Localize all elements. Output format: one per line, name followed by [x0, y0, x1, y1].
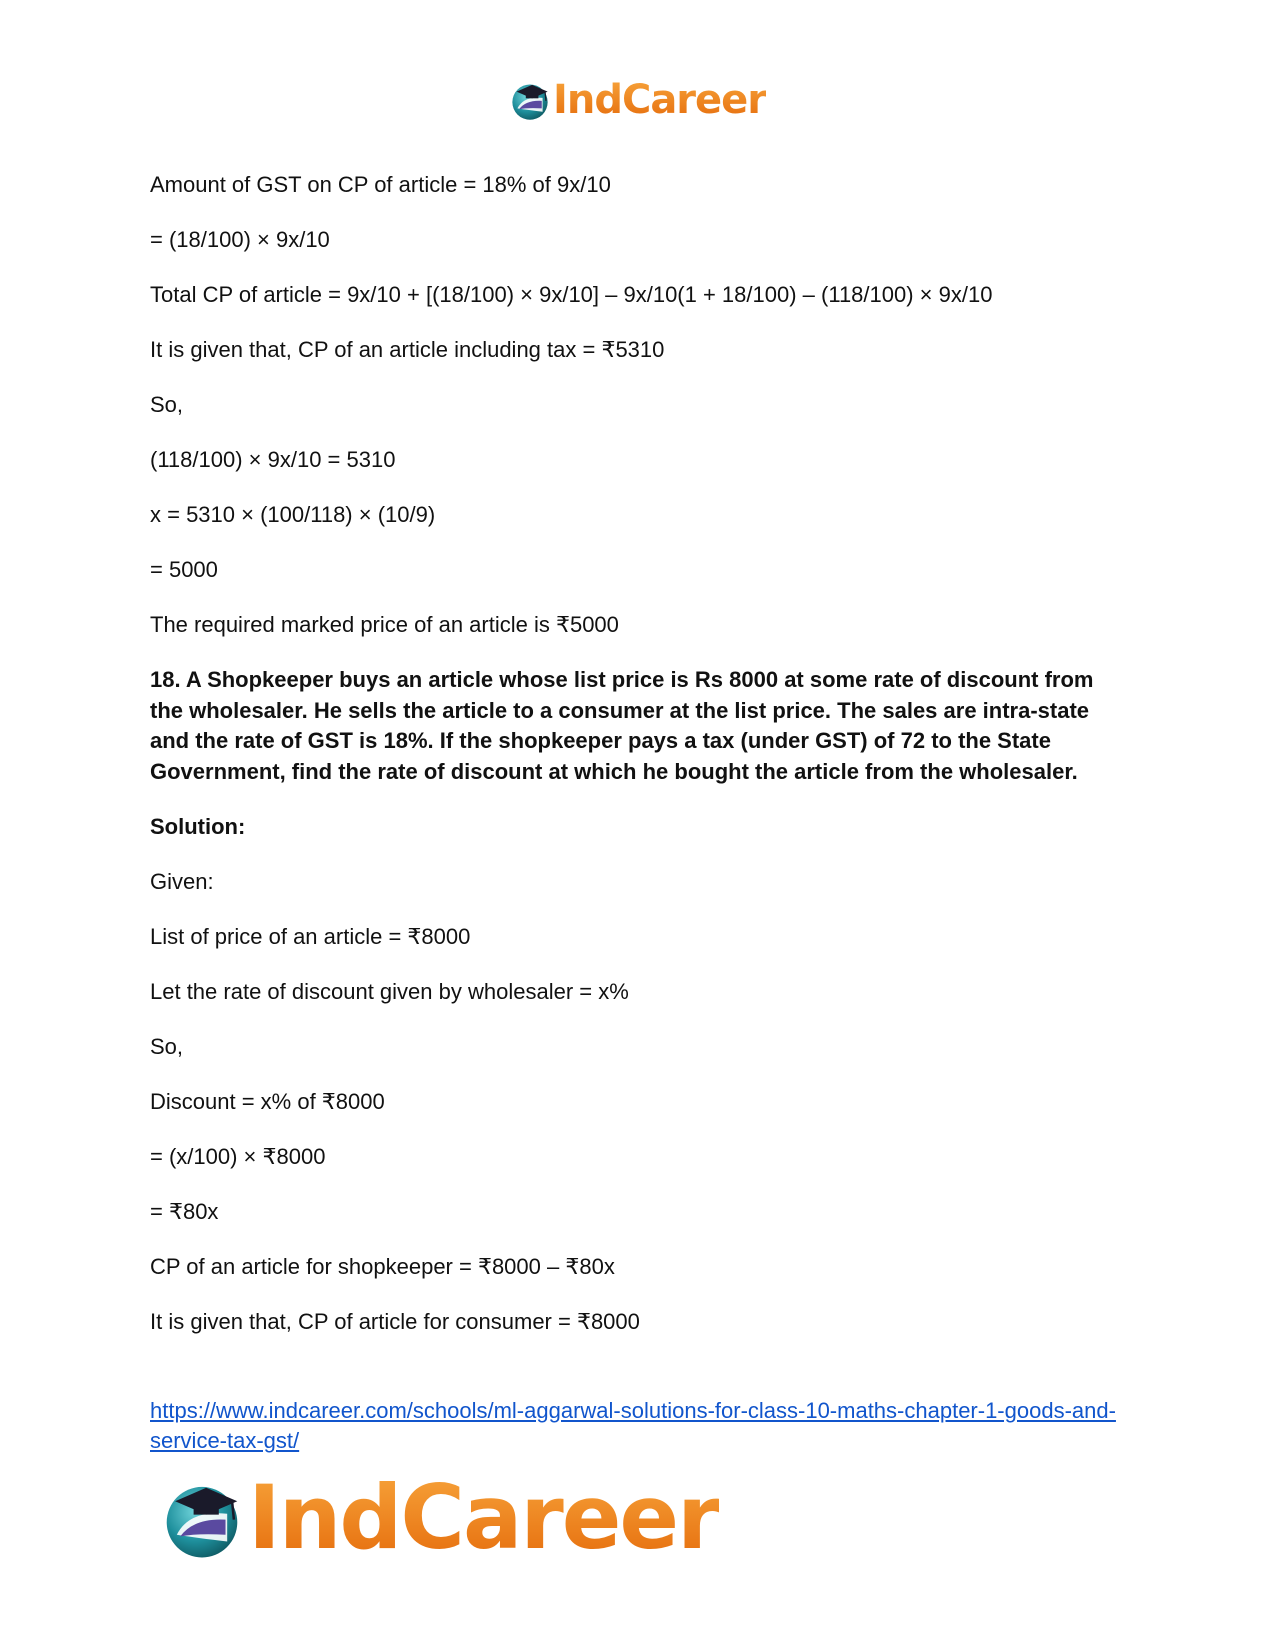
- source-link[interactable]: https://www.indcareer.com/schools/ml-aggarwal-solutions-for-class-10-maths-chapter-1-goods-and-service-tax-gst/: [150, 1398, 1116, 1453]
- footer-logo-group: [160, 1466, 719, 1569]
- text-line: CP of an article for shopkeeper = ₹8000 – ₹80x: [150, 1254, 615, 1279]
- header-logo: [0, 78, 1275, 122]
- text-line: It is given that, CP of an article including tax = ₹5310: [150, 337, 665, 362]
- text-line: It is given that, CP of article for consumer = ₹8000: [150, 1309, 640, 1334]
- footer-logo-text: IndCareer: [248, 1466, 719, 1569]
- solution-label: Solution:: [150, 814, 246, 839]
- text-line: Amount of GST on CP of article = 18% of 9x/10: [150, 172, 611, 197]
- text-line: = 5000: [150, 557, 218, 582]
- text-line: List of price of an article = ₹8000: [150, 924, 471, 949]
- text-line: So,: [150, 1034, 184, 1059]
- text-line: = (x/100) × ₹8000: [150, 1144, 326, 1169]
- header-logo-text: IndCareer: [552, 77, 767, 123]
- question-text: 18. A Shopkeeper buys an article whose list price is Rs 8000 at some rate of discount from the wholesaler. He sells the article to a consumer at the list price. The sales are intra-state and the rate of GST is 18%. If the shopkeeper pays a tax (under GST) of 72 to the State Government, find the rate of discount at which he bought the article from the wholesaler.: [150, 667, 1094, 784]
- text-line: So,: [150, 392, 184, 417]
- graduation-cap-globe-icon: [509, 79, 551, 121]
- text-line: = (18/100) × 9x/10: [150, 227, 330, 252]
- text-line: Total CP of article = 9x/10 + [(18/100) × 9x/10] – 9x/10(1 + 18/100) – (118/100) × 9x/10: [150, 282, 993, 307]
- document-content: [150, 170, 1130, 1362]
- text-line: Discount = x% of ₹8000: [150, 1089, 385, 1114]
- header-logo-group: [509, 78, 766, 122]
- graduation-cap-globe-icon: [160, 1476, 244, 1560]
- footer-logo: [160, 1466, 719, 1569]
- text-line: x = 5310 × (100/118) × (10/9): [150, 502, 436, 527]
- text-line: The required marked price of an article is ₹5000: [150, 612, 619, 637]
- text-line: Given:: [150, 869, 214, 894]
- text-line: Let the rate of discount given by wholesaler = x%: [150, 979, 629, 1004]
- text-line: = ₹80x: [150, 1199, 219, 1224]
- text-line: (118/100) × 9x/10 = 5310: [150, 447, 396, 472]
